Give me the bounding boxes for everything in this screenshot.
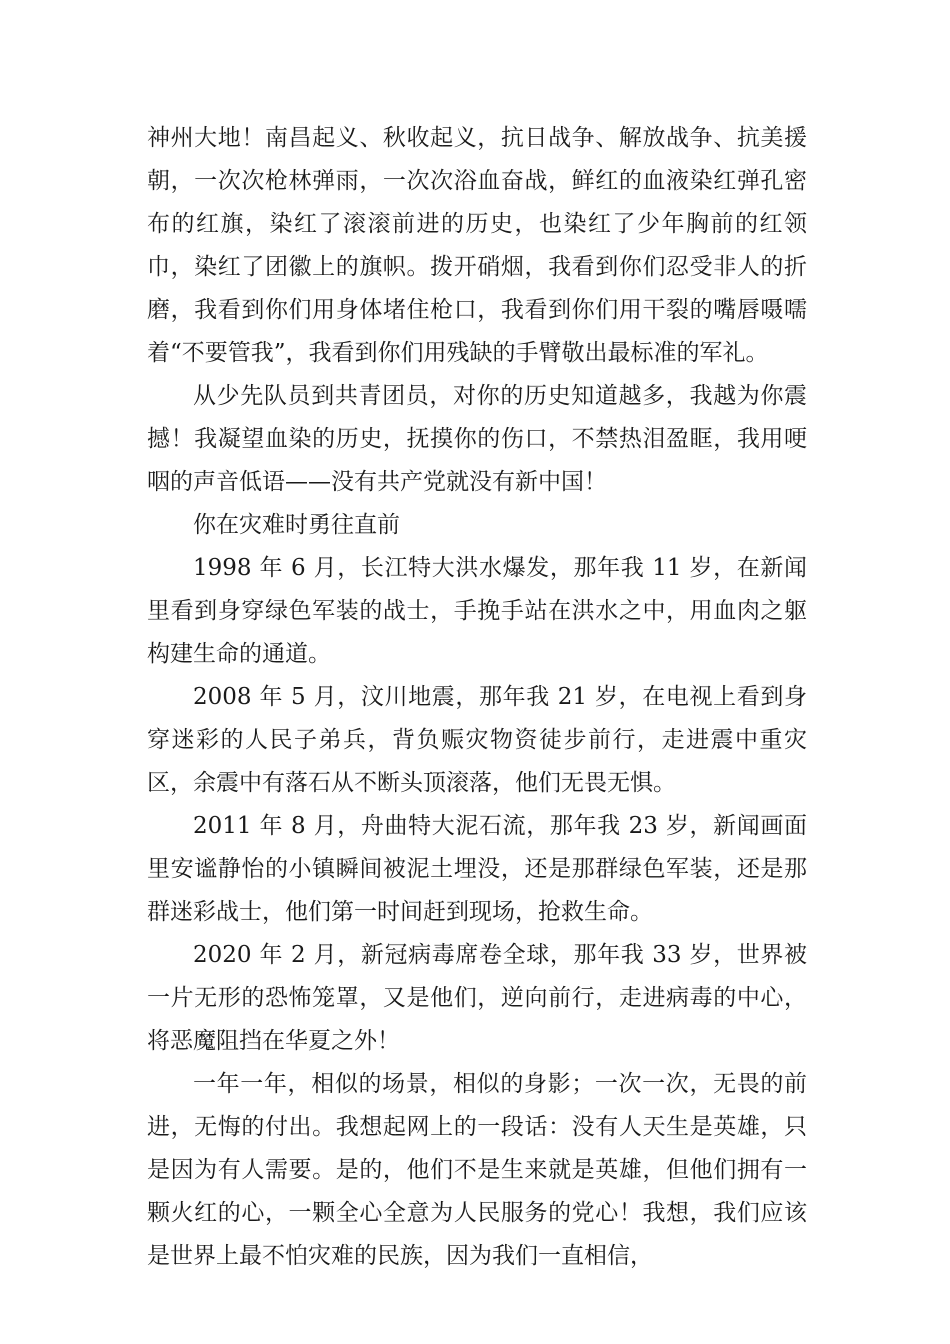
paragraph: 1998 年 6 月，长江特大洪水爆发，那年我 11 岁，在新闻里看到身穿绿色军装的战士，手挽手站在洪水之中，用血肉之躯构建生命的通道。 xyxy=(147,555,807,667)
paragraph: 2011 年 8 月，舟曲特大泥石流，那年我 23 岁，新闻画面里安谧静怡的小镇瞬间被泥土埋没，还是那群绿色军装，还是那群迷彩战士，他们第一时间赶到现场，抢救生命。 xyxy=(147,813,807,925)
paragraph-continued: 神州大地！南昌起义、秋收起义，抗日战争、解放战争、抗美援朝，一次次枪林弹雨，一次次浴血奋战，鲜红的血液染红弹孔密布的红旗，染红了滚滚前进的历史，也染红了少年胸前的红领巾，染红了团徽上的旗帜。拨开硝烟，我看到你们忍受非人的折磨，我看到你们用身体堵住枪口，我看到你们用干裂的嘴唇嗫嚅着“不要管我”，我看到你们用残缺的手臂敬出最标准的军礼。 xyxy=(147,125,807,366)
paragraph: 从少先队员到共青团员，对你的历史知道越多，我越为你震撼！我凝望血染的历史，抚摸你的伤口，不禁热泪盈眶，我用哽咽的声音低语——没有共产党就没有新中国！ xyxy=(147,383,807,495)
paragraph: 2008 年 5 月，汶川地震，那年我 21 岁，在电视上看到身穿迷彩的人民子弟兵，背负赈灾物资徒步前行，走进震中重灾区，余震中有落石从不断头顶滚落，他们无畏无惧。 xyxy=(147,684,807,796)
paragraph: 2020 年 2 月，新冠病毒席卷全球，那年我 33 岁，世界被一片无形的恐怖笼罩，又是他们，逆向前行，走进病毒的中心，将恶魔阻挡在华夏之外！ xyxy=(147,942,807,1054)
document-body xyxy=(147,117,807,1278)
paragraph: 一年一年，相似的场景，相似的身影；一次一次，无畏的前进，无悔的付出。我想起网上的一段话：没有人天生是英雄，只是因为有人需要。是的，他们不是生来就是英雄，但他们拥有一颗火红的心，一颗全心全意为人民服务的党心！我想，我们应该是世界上最不怕灾难的民族，因为我们一直相信， xyxy=(147,1071,807,1269)
section-heading: 你在灾难时勇往直前 xyxy=(193,512,400,538)
